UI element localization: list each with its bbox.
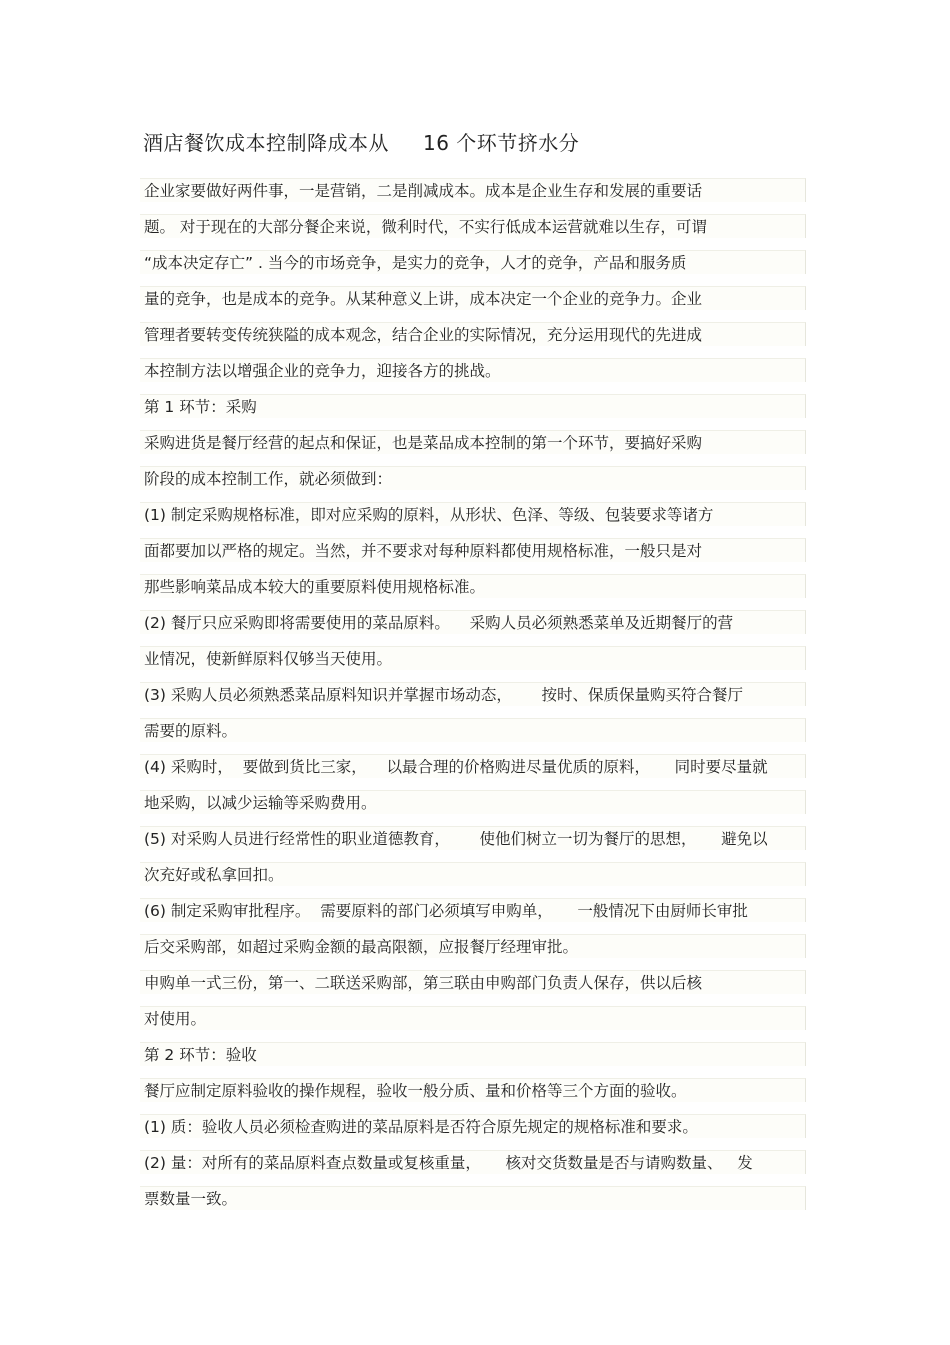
text-line bbox=[140, 1150, 806, 1174]
text-line bbox=[140, 1078, 806, 1102]
title-tail: 16 个环节挤水分 bbox=[423, 131, 580, 155]
text-line bbox=[140, 538, 806, 562]
line-text: (6) 制定采购审批程序。 需要原料的部门必须填写申购单， 一般情况下由厨师长审批 bbox=[144, 902, 748, 920]
text-line bbox=[140, 574, 806, 598]
line-text: 后交采购部，如超过采购金额的最高限额，应报餐厅经理审批。 bbox=[144, 938, 579, 956]
title-main: 酒店餐饮成本控制降成本从 bbox=[143, 131, 389, 155]
line-text: (1) 制定采购规格标准，即对应采购的原料，从形状、色泽、等级、包装要求等诸方 bbox=[144, 506, 714, 524]
line-text: (2) 餐厅只应采购即将需要使用的菜品原料。 采购人员必须熟悉菜单及近期餐厅的营 bbox=[144, 614, 734, 632]
text-line bbox=[140, 646, 806, 670]
line-text: 管理者要转变传统狭隘的成本观念，结合企业的实际情况，充分运用现代的先进成 bbox=[144, 326, 703, 344]
text-line bbox=[140, 322, 806, 346]
line-text: 票数量一致。 bbox=[144, 1190, 238, 1208]
line-text: 面都要加以严格的规定。当然，并不要求对每种原料都使用规格标准，一般只是对 bbox=[144, 542, 703, 560]
line-text: (5) 对采购人员进行经常性的职业道德教育， 使他们树立一切为餐厅的思想， 避免以 bbox=[144, 830, 768, 848]
text-line bbox=[140, 970, 806, 994]
line-text: 企业家要做好两件事，一是营销，二是削减成本。成本是企业生存和发展的重要话 bbox=[144, 182, 703, 200]
text-line bbox=[140, 1006, 806, 1030]
line-text: “成本决定存亡” . 当今的市场竞争，是实力的竞争，人才的竞争，产品和服务质 bbox=[144, 254, 687, 272]
line-text: 业情况，使新鲜原料仅够当天使用。 bbox=[144, 650, 393, 668]
line-text: 量的竞争，也是成本的竞争。从某种意义上讲，成本决定一个企业的竞争力。企业 bbox=[144, 290, 703, 308]
text-line bbox=[140, 250, 806, 274]
line-text: 阶段的成本控制工作，就必须做到： bbox=[144, 470, 393, 488]
text-line bbox=[140, 430, 806, 454]
text-line bbox=[140, 358, 806, 382]
line-text: 需要的原料。 bbox=[144, 722, 238, 740]
text-line bbox=[140, 862, 806, 886]
line-text: 餐厅应制定原料验收的操作规程，验收一般分质、量和价格等三个方面的验收。 bbox=[144, 1082, 687, 1100]
text-line bbox=[140, 466, 806, 490]
line-text: 对使用。 bbox=[144, 1010, 207, 1028]
text-line bbox=[140, 754, 806, 778]
line-text: 地采购，以减少运输等采购费用。 bbox=[144, 794, 377, 812]
line-text: 次充好或私拿回扣。 bbox=[144, 866, 284, 884]
text-line bbox=[140, 790, 806, 814]
line-text: (4) 采购时， 要做到货比三家， 以最合理的价格购进尽量优质的原料， 同时要尽量就 bbox=[144, 758, 768, 776]
text-line bbox=[140, 610, 806, 634]
line-text: 采购进货是餐厅经营的起点和保证，也是菜品成本控制的第一个环节，要搞好采购 bbox=[144, 434, 703, 452]
line-text: 申购单一式三份，第一、二联送采购部，第三联由申购部门负责人保存，供以后核 bbox=[144, 974, 703, 992]
text-line bbox=[140, 934, 806, 958]
line-text: 那些影响菜品成本较大的重要原料使用规格标准。 bbox=[144, 578, 486, 596]
line-text: (2) 量：对所有的菜品原料查点数量或复核重量， 核对交货数量是否与请购数量、 发 bbox=[144, 1154, 753, 1172]
document-title bbox=[143, 127, 579, 156]
section-heading bbox=[140, 1042, 806, 1066]
text-line bbox=[140, 214, 806, 238]
section-heading bbox=[140, 394, 806, 418]
line-text: 本控制方法以增强企业的竞争力，迎接各方的挑战。 bbox=[144, 362, 501, 380]
text-line bbox=[140, 178, 806, 202]
text-line bbox=[140, 286, 806, 310]
text-line bbox=[140, 1114, 806, 1138]
text-line bbox=[140, 1186, 806, 1210]
line-text: (3) 采购人员必须熟悉菜品原料知识并掌握市场动态， 按时、保质保量购买符合餐厅 bbox=[144, 686, 743, 704]
text-line bbox=[140, 826, 806, 850]
line-text: 第 2 环节：验收 bbox=[144, 1046, 257, 1064]
line-text: 题。 对于现在的大部分餐企来说，微利时代，不实行低成本运营就难以生存，可谓 bbox=[144, 218, 707, 236]
text-line bbox=[140, 682, 806, 706]
text-line bbox=[140, 502, 806, 526]
line-text: (1) 质：验收人员必须检查购进的菜品原料是否符合原先规定的规格标准和要求。 bbox=[144, 1118, 698, 1136]
text-line bbox=[140, 718, 806, 742]
text-line bbox=[140, 898, 806, 922]
line-text: 第 1 环节：采购 bbox=[144, 398, 257, 416]
